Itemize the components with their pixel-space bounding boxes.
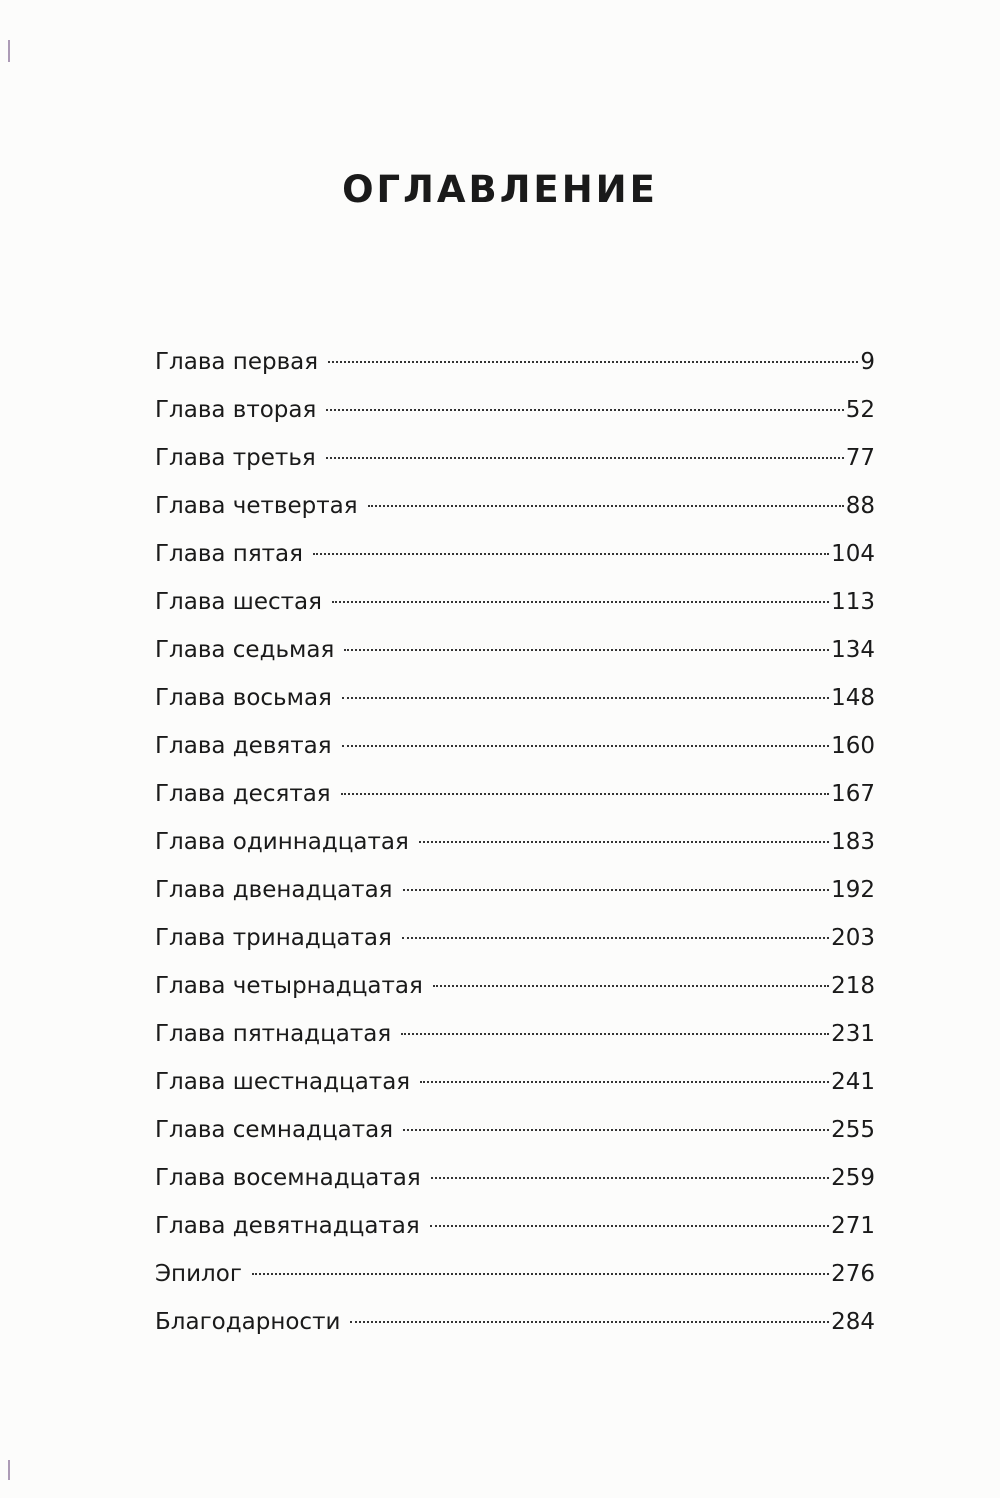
toc-entry-page: 160 (831, 733, 875, 759)
toc-entry-3[interactable] (155, 434, 875, 482)
toc-entry-title: Глава пятая (155, 541, 303, 567)
toc-entry-page: 218 (831, 973, 875, 999)
table-of-contents (155, 338, 875, 1346)
toc-entry-page: 104 (831, 541, 875, 567)
toc-entry-title: Глава вторая (155, 397, 317, 423)
toc-entry-5[interactable] (155, 530, 875, 578)
dot-leader (433, 985, 829, 987)
dot-leader (368, 505, 844, 507)
toc-entry-title: Эпилог (155, 1261, 242, 1287)
page-edge-mark (8, 1460, 10, 1480)
page-title: ОГЛАВЛЕНИЕ (342, 167, 658, 211)
toc-entry-title: Глава одиннадцатая (155, 829, 409, 855)
dot-leader (401, 1033, 829, 1035)
toc-entry-20[interactable] (155, 1250, 875, 1298)
toc-entry-14[interactable] (155, 962, 875, 1010)
dot-leader (403, 889, 830, 891)
toc-entry-page: 134 (831, 637, 875, 663)
toc-entry-title: Глава первая (155, 349, 319, 375)
toc-entry-title: Глава тринадцатая (155, 925, 392, 951)
toc-entry-7[interactable] (155, 626, 875, 674)
dot-leader (342, 745, 830, 747)
toc-entry-1[interactable] (155, 338, 875, 386)
toc-entry-title: Глава шестая (155, 589, 322, 615)
toc-entry-title: Глава четвертая (155, 493, 358, 519)
dot-leader (431, 1177, 829, 1179)
toc-entry-page: 77 (845, 445, 875, 471)
dot-leader (419, 841, 829, 843)
toc-entry-2[interactable] (155, 386, 875, 434)
dot-leader (350, 1321, 829, 1323)
dot-leader (342, 697, 829, 699)
toc-entry-page: 88 (845, 493, 875, 519)
toc-entry-4[interactable] (155, 482, 875, 530)
toc-entry-page: 148 (831, 685, 875, 711)
toc-entry-page: 271 (831, 1213, 875, 1239)
toc-entry-page: 241 (831, 1069, 875, 1095)
toc-entry-13[interactable] (155, 914, 875, 962)
toc-entry-10[interactable] (155, 770, 875, 818)
toc-entry-19[interactable] (155, 1202, 875, 1250)
dot-leader (402, 937, 829, 939)
toc-entry-title: Глава седьмая (155, 637, 335, 663)
toc-entry-title: Глава восемнадцатая (155, 1165, 421, 1191)
toc-entry-page: 259 (831, 1165, 875, 1191)
dot-leader (326, 457, 844, 459)
dot-leader (430, 1225, 829, 1227)
page-edge-mark (8, 40, 10, 62)
toc-entry-title: Глава девятнадцатая (155, 1213, 420, 1239)
toc-entry-page: 52 (845, 397, 875, 423)
toc-entry-page: 9 (860, 349, 875, 375)
toc-entry-page: 113 (831, 589, 875, 615)
toc-entry-page: 231 (831, 1021, 875, 1047)
toc-entry-page: 167 (831, 781, 875, 807)
toc-entry-title: Глава шестнадцатая (155, 1069, 411, 1095)
toc-entry-18[interactable] (155, 1154, 875, 1202)
toc-entry-15[interactable] (155, 1010, 875, 1058)
toc-entry-12[interactable] (155, 866, 875, 914)
dot-leader (252, 1273, 829, 1275)
toc-entry-title: Глава двенадцатая (155, 877, 393, 903)
toc-entry-8[interactable] (155, 674, 875, 722)
toc-entry-title: Глава пятнадцатая (155, 1021, 392, 1047)
dot-leader (420, 1081, 829, 1083)
toc-entry-title: Глава девятая (155, 733, 332, 759)
dot-leader (341, 793, 829, 795)
toc-entry-page: 276 (831, 1261, 875, 1287)
dot-leader (328, 361, 858, 363)
toc-entry-title: Благодарности (155, 1309, 341, 1335)
toc-entry-page: 284 (831, 1309, 875, 1335)
dot-leader (313, 553, 829, 555)
toc-entry-page: 203 (831, 925, 875, 951)
toc-entry-9[interactable] (155, 722, 875, 770)
toc-entry-16[interactable] (155, 1058, 875, 1106)
toc-entry-6[interactable] (155, 578, 875, 626)
toc-entry-title: Глава третья (155, 445, 316, 471)
toc-entry-title: Глава десятая (155, 781, 331, 807)
dot-leader (344, 649, 829, 651)
dot-leader (332, 601, 829, 603)
toc-entry-title: Глава четырнадцатая (155, 973, 423, 999)
toc-entry-page: 183 (831, 829, 875, 855)
toc-entry-11[interactable] (155, 818, 875, 866)
toc-entry-title: Глава семнадцатая (155, 1117, 394, 1143)
toc-entry-page: 192 (831, 877, 875, 903)
toc-entry-21[interactable] (155, 1298, 875, 1346)
toc-entry-title: Глава восьмая (155, 685, 332, 711)
toc-entry-17[interactable] (155, 1106, 875, 1154)
dot-leader (326, 409, 843, 411)
dot-leader (403, 1129, 829, 1131)
toc-entry-page: 255 (831, 1117, 875, 1143)
